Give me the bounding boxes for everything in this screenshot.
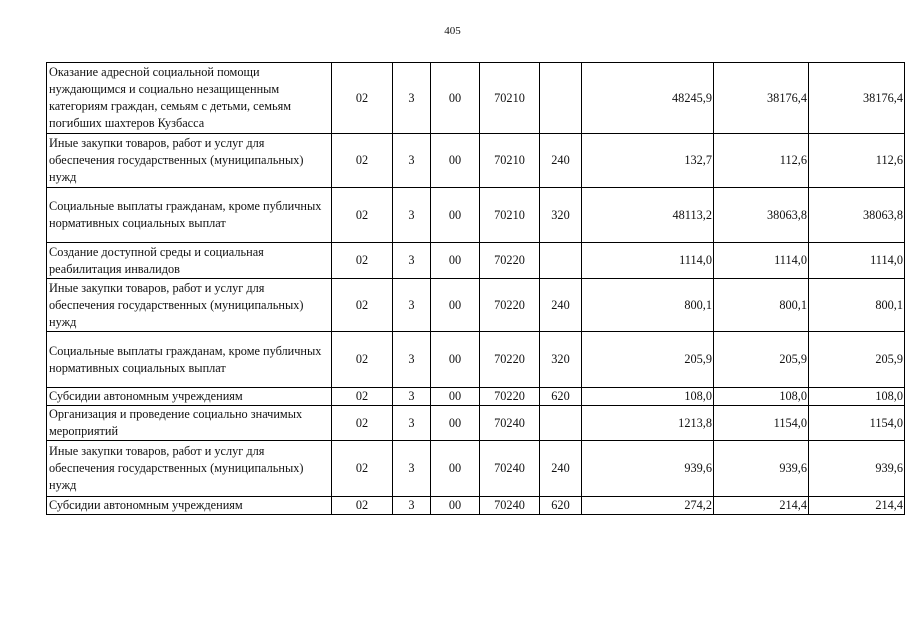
code-subprogram: 00 <box>431 188 480 243</box>
table-row <box>47 441 905 497</box>
amount-year-1: 205,9 <box>582 332 714 388</box>
code-section: 02 <box>332 188 393 243</box>
code-program: 3 <box>393 279 431 332</box>
code-expense-type: 320 <box>540 332 582 388</box>
amount-year-1: 1114,0 <box>582 243 714 279</box>
code-subprogram: 00 <box>431 388 480 406</box>
amount-year-3: 214,4 <box>809 497 905 515</box>
amount-year-2: 38063,8 <box>714 188 809 243</box>
code-direction: 70220 <box>480 332 540 388</box>
budget-table <box>46 62 905 515</box>
code-subprogram: 00 <box>431 332 480 388</box>
table-row <box>47 279 905 332</box>
amount-year-2: 939,6 <box>714 441 809 497</box>
code-expense-type: 240 <box>540 134 582 188</box>
amount-year-3: 38176,4 <box>809 63 905 134</box>
amount-year-3: 1114,0 <box>809 243 905 279</box>
row-description: Организация и проведение социально значимых мероприятий <box>47 406 332 441</box>
row-description: Социальные выплаты гражданам, кроме публичных нормативных социальных выплат <box>47 188 332 243</box>
row-description: Субсидии автономным учреждениям <box>47 388 332 406</box>
amount-year-2: 112,6 <box>714 134 809 188</box>
amount-year-3: 800,1 <box>809 279 905 332</box>
table-row <box>47 63 905 134</box>
code-section: 02 <box>332 134 393 188</box>
code-program: 3 <box>393 134 431 188</box>
code-program: 3 <box>393 188 431 243</box>
amount-year-2: 800,1 <box>714 279 809 332</box>
code-program: 3 <box>393 497 431 515</box>
code-section: 02 <box>332 243 393 279</box>
table-row <box>47 188 905 243</box>
code-direction: 70220 <box>480 279 540 332</box>
code-program: 3 <box>393 441 431 497</box>
table-row <box>47 134 905 188</box>
amount-year-1: 800,1 <box>582 279 714 332</box>
row-description: Иные закупки товаров, работ и услуг для обеспечения государственных (муниципальных) нужд <box>47 134 332 188</box>
amount-year-3: 205,9 <box>809 332 905 388</box>
code-subprogram: 00 <box>431 441 480 497</box>
code-expense-type: 240 <box>540 441 582 497</box>
code-direction: 70220 <box>480 243 540 279</box>
code-section: 02 <box>332 388 393 406</box>
amount-year-1: 1213,8 <box>582 406 714 441</box>
code-direction: 70210 <box>480 188 540 243</box>
amount-year-1: 48113,2 <box>582 188 714 243</box>
code-section: 02 <box>332 279 393 332</box>
row-description: Создание доступной среды и социальная реабилитация инвалидов <box>47 243 332 279</box>
code-subprogram: 00 <box>431 279 480 332</box>
code-program: 3 <box>393 406 431 441</box>
code-section: 02 <box>332 63 393 134</box>
code-section: 02 <box>332 332 393 388</box>
code-section: 02 <box>332 497 393 515</box>
row-description: Социальные выплаты гражданам, кроме публичных нормативных социальных выплат <box>47 332 332 388</box>
code-direction: 70240 <box>480 441 540 497</box>
code-expense-type: 240 <box>540 279 582 332</box>
code-subprogram: 00 <box>431 497 480 515</box>
amount-year-3: 939,6 <box>809 441 905 497</box>
table-row <box>47 388 905 406</box>
row-description: Иные закупки товаров, работ и услуг для обеспечения государственных (муниципальных) нужд <box>47 279 332 332</box>
code-subprogram: 00 <box>431 134 480 188</box>
amount-year-3: 1154,0 <box>809 406 905 441</box>
table-row <box>47 243 905 279</box>
amount-year-1: 939,6 <box>582 441 714 497</box>
code-subprogram: 00 <box>431 243 480 279</box>
code-section: 02 <box>332 441 393 497</box>
amount-year-2: 205,9 <box>714 332 809 388</box>
code-program: 3 <box>393 63 431 134</box>
code-program: 3 <box>393 332 431 388</box>
amount-year-1: 48245,9 <box>582 63 714 134</box>
page-number: 405 <box>444 25 461 37</box>
code-direction: 70220 <box>480 388 540 406</box>
code-direction: 70210 <box>480 134 540 188</box>
amount-year-2: 214,4 <box>714 497 809 515</box>
amount-year-2: 38176,4 <box>714 63 809 134</box>
row-description: Оказание адресной социальной помощи нуждающимся и социально незащищенным категориям граждан, семьям с детьми, семьям погибших шахтеров Кузбасса <box>47 63 332 134</box>
code-subprogram: 00 <box>431 63 480 134</box>
code-direction: 70210 <box>480 63 540 134</box>
amount-year-3: 38063,8 <box>809 188 905 243</box>
table-row <box>47 406 905 441</box>
code-subprogram: 00 <box>431 406 480 441</box>
amount-year-1: 108,0 <box>582 388 714 406</box>
code-program: 3 <box>393 243 431 279</box>
code-section: 02 <box>332 406 393 441</box>
code-expense-type <box>540 63 582 134</box>
amount-year-3: 108,0 <box>809 388 905 406</box>
code-program: 3 <box>393 388 431 406</box>
amount-year-2: 1114,0 <box>714 243 809 279</box>
code-expense-type <box>540 243 582 279</box>
amount-year-1: 132,7 <box>582 134 714 188</box>
amount-year-2: 108,0 <box>714 388 809 406</box>
code-expense-type: 620 <box>540 497 582 515</box>
code-direction: 70240 <box>480 406 540 441</box>
amount-year-1: 274,2 <box>582 497 714 515</box>
amount-year-3: 112,6 <box>809 134 905 188</box>
amount-year-2: 1154,0 <box>714 406 809 441</box>
code-expense-type: 320 <box>540 188 582 243</box>
code-expense-type <box>540 406 582 441</box>
code-direction: 70240 <box>480 497 540 515</box>
table-row <box>47 332 905 388</box>
table-row <box>47 497 905 515</box>
table-body <box>47 63 905 515</box>
row-description: Субсидии автономным учреждениям <box>47 497 332 515</box>
row-description: Иные закупки товаров, работ и услуг для обеспечения государственных (муниципальных) нужд <box>47 441 332 497</box>
code-expense-type: 620 <box>540 388 582 406</box>
